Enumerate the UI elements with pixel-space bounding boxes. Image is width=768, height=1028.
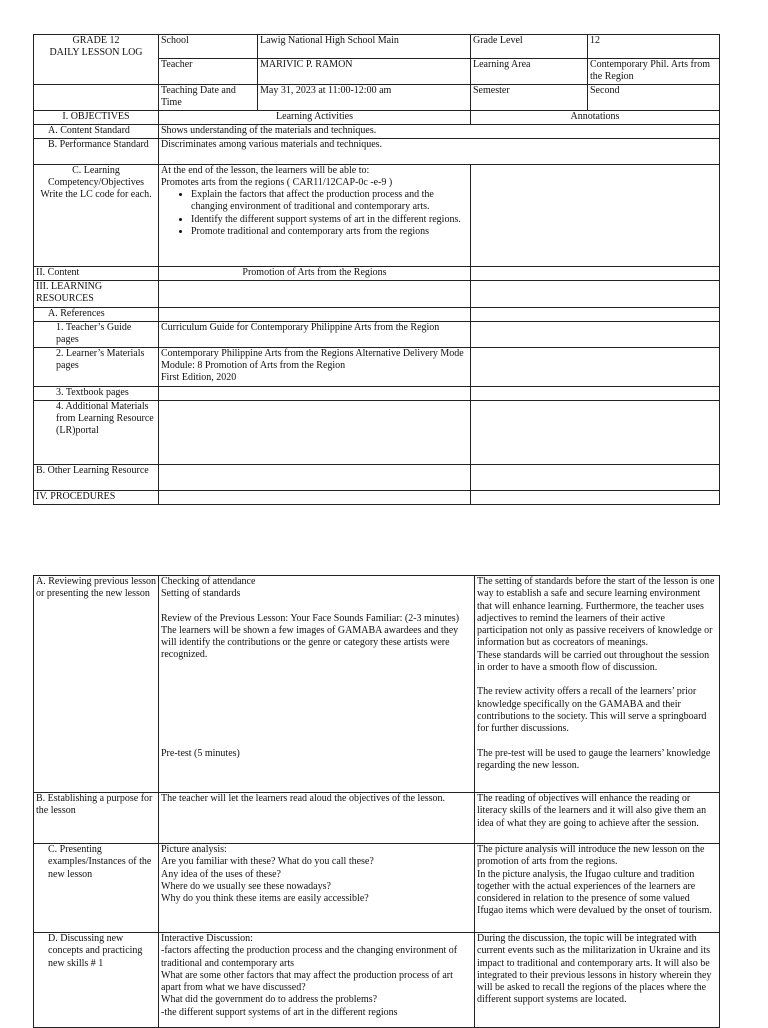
additional-materials-label: 4. Additional Materials from Learning Resource (LR)portal [34, 400, 159, 464]
performance-standard-label: B. Performance Standard [34, 138, 159, 164]
grade-title: GRADE 12 [72, 35, 120, 46]
daily-lesson-log-table [33, 34, 720, 505]
log-title: DAILY LESSON LOG [49, 47, 143, 59]
teacher-label: Teacher [159, 59, 258, 85]
textbook-pages-label: 3. Textbook pages [34, 386, 159, 400]
objectives-heading: I. OBJECTIVES [34, 110, 159, 124]
procedure-b-activity: The teacher will let the learners read aloud the objectives of the lesson. [159, 793, 475, 844]
procedure-a-label: A. Reviewing previous lesson or presenting the new lesson [34, 576, 159, 793]
learning-area-value: Contemporary Phil. Arts from the Region [588, 59, 720, 85]
grade-level-value: 12 [588, 35, 720, 59]
procedure-a-activity [159, 576, 475, 793]
competency-intro: At the end of the lesson, the learners will be able to: [161, 164, 370, 176]
learners-materials-label: 2. Learner’s Materials pages [34, 347, 159, 386]
procedures-heading: IV. PROCEDURES [34, 490, 159, 504]
grade-level-label: Grade Level [471, 35, 588, 59]
performance-standard-value: Discriminates among various materials and techniques. [159, 138, 720, 164]
teacher-value: MARIVIC P. RAMON [258, 59, 471, 85]
competency-cell [159, 164, 471, 266]
other-resources-label: B. Other Learning Resource [34, 464, 159, 490]
procedure-c-label: C. Presenting examples/Instances of the new lesson [34, 844, 159, 933]
competency-item: • Promote traditional and contemporary arts from the regions [191, 226, 468, 238]
procedure-d-activity: Interactive Discussion: -factors affecting the production process and the changing environment of traditional and contemporary arts What are some other factors that may affect the production process of art apart from what we have discussed? What did the government do to address the problems? -the different support systems of art in the different regions [159, 933, 475, 1028]
learning-resources-heading: III. LEARNING RESOURCES [34, 280, 159, 307]
pretest-text: Pre-test (5 minutes) [161, 747, 240, 759]
log-title-cell [34, 35, 159, 85]
school-value: Lawig National High School Main [258, 35, 471, 59]
content-value: Promotion of Arts from the Regions [159, 266, 471, 280]
procedure-b-label: B. Establishing a purpose for the lesson [34, 793, 159, 844]
procedure-b-annotation: The reading of objectives will enhance the reading or literacy skills of the learners and it will also give them an idea of what they are going to achieve after the session. [475, 793, 720, 844]
procedures-table [33, 575, 720, 1028]
teaching-date-value: May 31, 2023 at 11:00-12:00 am [258, 84, 471, 110]
competency-code: Promotes arts from the regions ( CAR11/12CAP-0c -e-9 ) [161, 176, 393, 188]
competency-item: • Identify the different support systems of art in the different regions. [191, 214, 468, 226]
competency-list [161, 189, 468, 238]
teachers-guide-label: 1. Teacher’s Guide pages [34, 321, 159, 347]
pretest-annotation: The pre-test will be used to gauge the learners’ knowledge regarding the new lesson. [477, 747, 711, 771]
procedure-d-label: D. Discussing new concepts and practicing new skills # 1 [34, 933, 159, 1028]
procedure-c-annotation: The picture analysis will introduce the new lesson on the promotion of arts from the regions. In the picture analysis, the Ifugao culture and tradition together with the actual experiences of the learners are considered in relation to the presence of some valued Ifugao items which were devalued by the onset of tourism. [475, 844, 720, 933]
teaching-date-label: Teaching Date and Time [159, 84, 258, 110]
attendance-text: Checking of attendance Setting of standards [161, 576, 256, 600]
teachers-guide-value: Curriculum Guide for Contemporary Philippine Arts from the Region [159, 321, 471, 347]
competency-label: C. Learning Competency/Objectives Write the LC code for each. [34, 164, 159, 266]
learners-materials-value: Contemporary Philippine Arts from the Regions Alternative Delivery Mode Module: 8 Promotion of Arts from the Region First Edition, 2020 [159, 347, 471, 386]
annotations-heading: Annotations [471, 110, 720, 124]
content-label: II. Content [34, 266, 159, 280]
standards-annotation: The setting of standards before the start of the lesson is one way to establish a safe and secure learning environment that will enhance learning. Furthermore, the teacher uses adjectives to remind the learners of their active participation not only as passive receivers of knowledge or information but as cocreators of meanings. These standards will be carried out throughout the session in order to have a smooth flow of discussion. [477, 576, 715, 674]
procedure-a-annotation [475, 576, 720, 793]
semester-value: Second [588, 84, 720, 110]
content-standard-label: A. Content Standard [34, 124, 159, 138]
procedure-d-annotation: During the discussion, the topic will be integrated with current events such as the militarization in Ukraine and its impact to traditional and contemporary arts. It will also be integrated to their previous lessons in history wherein they will be asked to recall the regions of the places where the different support systems are located. [475, 933, 720, 1028]
learning-area-label: Learning Area [471, 59, 588, 85]
review-annotation: The review activity offers a recall of the learners’ prior knowledge specifically on the GAMABA and their contributions to the society. This will serve a springboard for further discussions. [477, 686, 707, 735]
content-standard-value: Shows understanding of the materials and techniques. [159, 124, 720, 138]
semester-label: Semester [471, 84, 588, 110]
school-label: School [159, 35, 258, 59]
competency-item: • Explain the factors that affect the production process and the changing environment of traditional and contemporary arts. [191, 189, 468, 214]
procedure-c-activity: Picture analysis: Are you familiar with these? What do you call these? Any idea of the uses of these? Where do we usually see these nowadays? Why do you think these items are easily accessible? [159, 844, 475, 933]
references-label: A. References [34, 307, 159, 321]
review-text: Review of the Previous Lesson: Your Face Sounds Familiar: (2-3 minutes) The learners will be shown a few images of GAMABA awardees and they will identify the contributions or the genre or category these artists were recognized. [161, 612, 460, 661]
learning-activities-heading: Learning Activities [159, 110, 471, 124]
